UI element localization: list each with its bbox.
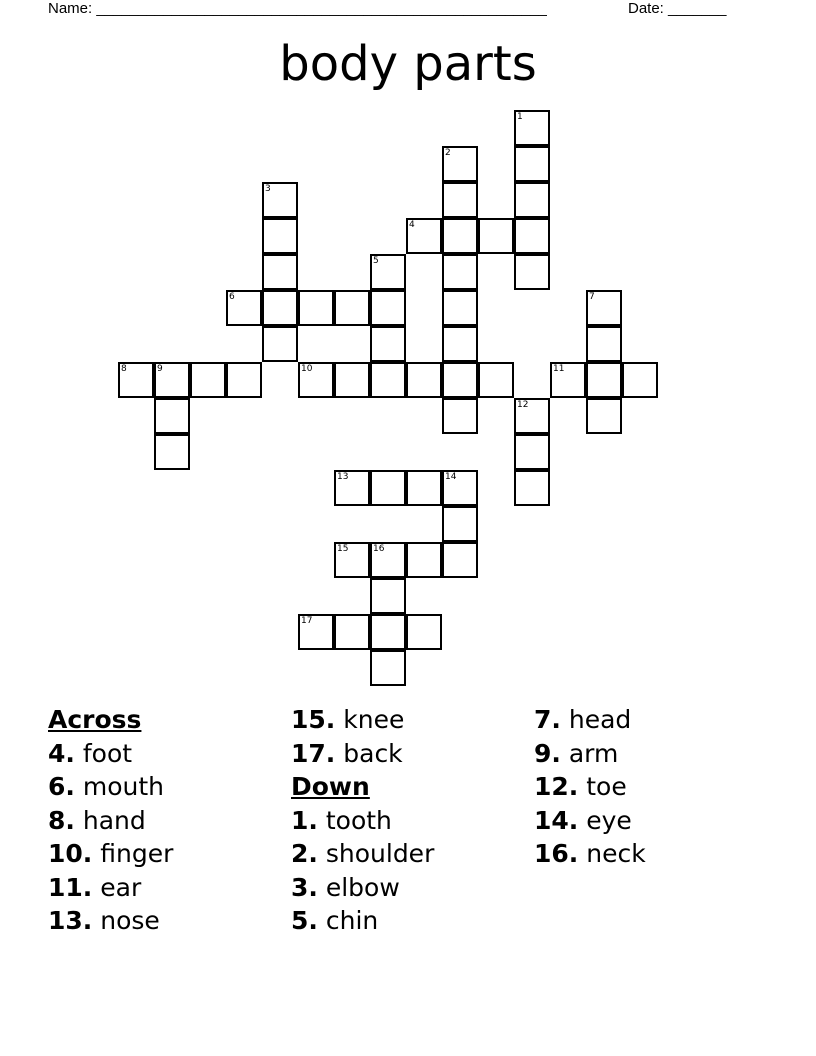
- grid-cell[interactable]: [478, 362, 514, 398]
- grid-cell[interactable]: [262, 218, 298, 254]
- clue-number: 2.: [291, 839, 318, 868]
- clue-text: foot: [82, 738, 133, 768]
- grid-cell[interactable]: [406, 542, 442, 578]
- cell-number: 6: [229, 292, 235, 302]
- grid-cell[interactable]: [334, 542, 370, 578]
- grid-cell[interactable]: [514, 218, 550, 254]
- grid-cell[interactable]: [298, 362, 334, 398]
- cell-number: 5: [373, 256, 379, 266]
- grid-cell[interactable]: [514, 470, 550, 506]
- clue-text: hand: [82, 805, 146, 835]
- grid-cell[interactable]: [586, 290, 622, 326]
- grid-cell[interactable]: [334, 470, 370, 506]
- clue-across-6: [48, 770, 173, 804]
- grid-cell[interactable]: [370, 614, 406, 650]
- clue-text: elbow: [325, 872, 400, 902]
- cell-number: 8: [121, 364, 127, 374]
- clue-down-3: [291, 871, 434, 905]
- grid-cell[interactable]: [478, 218, 514, 254]
- cell-number: 11: [553, 364, 565, 374]
- clue-down-9: [534, 737, 646, 771]
- clue-across-17: [291, 737, 434, 771]
- grid-cell[interactable]: [370, 470, 406, 506]
- clue-across-11: [48, 871, 173, 905]
- grid-cell[interactable]: [442, 470, 478, 506]
- grid-cell[interactable]: [370, 254, 406, 290]
- clue-text: mouth: [82, 772, 164, 801]
- grid-cell[interactable]: [442, 362, 478, 398]
- clue-column-1: [48, 703, 173, 938]
- grid-cell[interactable]: [370, 650, 406, 686]
- cell-number: 14: [445, 472, 457, 482]
- grid-cell[interactable]: [550, 362, 586, 398]
- grid-cell[interactable]: [406, 362, 442, 398]
- clue-down-7: [534, 703, 646, 737]
- grid-cell[interactable]: [586, 362, 622, 398]
- grid-cell[interactable]: [190, 362, 226, 398]
- grid-cell[interactable]: [442, 506, 478, 542]
- grid-cell[interactable]: [442, 290, 478, 326]
- cell-number: 4: [409, 220, 415, 230]
- clue-number: 5.: [291, 906, 318, 935]
- clue-number: 12.: [534, 772, 579, 801]
- clue-down-16: [534, 837, 646, 871]
- cell-number: 7: [589, 292, 595, 302]
- clue-number: 13.: [48, 906, 93, 935]
- grid-cell[interactable]: [514, 146, 550, 182]
- down-heading: Down: [291, 772, 370, 801]
- clue-number: 11.: [48, 872, 93, 902]
- grid-cell[interactable]: [406, 218, 442, 254]
- grid-cell[interactable]: [118, 362, 154, 398]
- cell-number: 15: [337, 544, 349, 554]
- grid-cell[interactable]: [226, 290, 262, 326]
- clue-text: chin: [325, 906, 379, 935]
- clue-number: 7.: [534, 705, 561, 734]
- clue-down-14: [534, 804, 646, 838]
- grid-cell[interactable]: [262, 182, 298, 218]
- grid-cell[interactable]: [442, 218, 478, 254]
- cell-number: 10: [301, 364, 313, 374]
- clue-column-3: [534, 703, 646, 871]
- clue-down-12: [534, 770, 646, 804]
- clue-text: head: [568, 705, 632, 734]
- cell-number: 17: [301, 616, 313, 626]
- grid-cell[interactable]: [154, 434, 190, 470]
- date-line: Date: _______: [628, 0, 727, 17]
- grid-cell[interactable]: [334, 614, 370, 650]
- grid-cell[interactable]: [514, 182, 550, 218]
- clue-number: 9.: [534, 738, 561, 768]
- grid-cell[interactable]: [334, 362, 370, 398]
- grid-cell[interactable]: [442, 254, 478, 290]
- grid-cell[interactable]: [154, 398, 190, 434]
- clue-text: toe: [586, 772, 627, 801]
- grid-cell[interactable]: [586, 326, 622, 362]
- clue-number: 10.: [48, 839, 93, 868]
- cell-number: 16: [373, 544, 385, 554]
- grid-cell[interactable]: [586, 398, 622, 434]
- clue-down-2: [291, 837, 434, 871]
- clue-across-4: [48, 737, 173, 771]
- clue-text: finger: [100, 839, 174, 868]
- clue-text: ear: [100, 872, 142, 902]
- page-title: body parts: [279, 36, 537, 92]
- cell-number: 9: [157, 364, 163, 374]
- clue-text: knee: [343, 705, 405, 734]
- grid-cell[interactable]: [442, 182, 478, 218]
- cell-number: 2: [445, 148, 451, 158]
- grid-cell[interactable]: [370, 326, 406, 362]
- clue-text: nose: [100, 906, 160, 935]
- grid-cell[interactable]: [226, 362, 262, 398]
- clue-across-10: [48, 837, 173, 871]
- grid-cell[interactable]: [154, 362, 190, 398]
- clue-down-5: [291, 904, 434, 938]
- grid-cell[interactable]: [370, 362, 406, 398]
- clue-number: 8.: [48, 805, 75, 835]
- grid-cell[interactable]: [262, 326, 298, 362]
- grid-cell[interactable]: [442, 398, 478, 434]
- name-line: Name: ______________________________________________________: [48, 0, 547, 17]
- clue-number: 4.: [48, 738, 75, 768]
- clue-column-2: [291, 703, 434, 938]
- clue-number: 16.: [534, 839, 579, 868]
- cell-number: 1: [517, 112, 523, 122]
- clue-text: tooth: [325, 805, 392, 835]
- clue-text: arm: [568, 738, 619, 768]
- grid-cell[interactable]: [442, 146, 478, 182]
- cell-number: 12: [517, 400, 529, 410]
- grid-cell[interactable]: [442, 542, 478, 578]
- grid-cell[interactable]: [514, 398, 550, 434]
- grid-cell[interactable]: [622, 362, 658, 398]
- grid-cell[interactable]: [514, 254, 550, 290]
- grid-cell[interactable]: [262, 254, 298, 290]
- grid-cell[interactable]: [370, 290, 406, 326]
- clue-across-13: [48, 904, 173, 938]
- across-heading: Across: [48, 705, 142, 734]
- clue-number: 6.: [48, 772, 75, 801]
- cell-number: 13: [337, 472, 349, 482]
- grid-cell[interactable]: [442, 326, 478, 362]
- cell-number: 3: [265, 184, 271, 194]
- grid-cell[interactable]: [370, 542, 406, 578]
- clue-text: eye: [586, 805, 632, 835]
- clue-number: 14.: [534, 805, 579, 835]
- grid-cell[interactable]: [514, 110, 550, 146]
- clue-number: 17.: [291, 738, 336, 768]
- clue-number: 3.: [291, 872, 318, 902]
- grid-cell[interactable]: [298, 614, 334, 650]
- clue-across-15: [291, 703, 434, 737]
- grid-cell[interactable]: [370, 578, 406, 614]
- clue-text: shoulder: [325, 839, 435, 868]
- grid-cell[interactable]: [334, 290, 370, 326]
- clue-text: back: [343, 738, 403, 768]
- grid-cell[interactable]: [406, 470, 442, 506]
- grid-cell[interactable]: [298, 290, 334, 326]
- grid-cell[interactable]: [514, 434, 550, 470]
- clue-number: 15.: [291, 705, 336, 734]
- clue-down-1: [291, 804, 434, 838]
- grid-cell[interactable]: [262, 290, 298, 326]
- clue-number: 1.: [291, 805, 318, 835]
- clue-across-8: [48, 804, 173, 838]
- grid-cell[interactable]: [406, 614, 442, 650]
- clue-text: neck: [586, 839, 646, 868]
